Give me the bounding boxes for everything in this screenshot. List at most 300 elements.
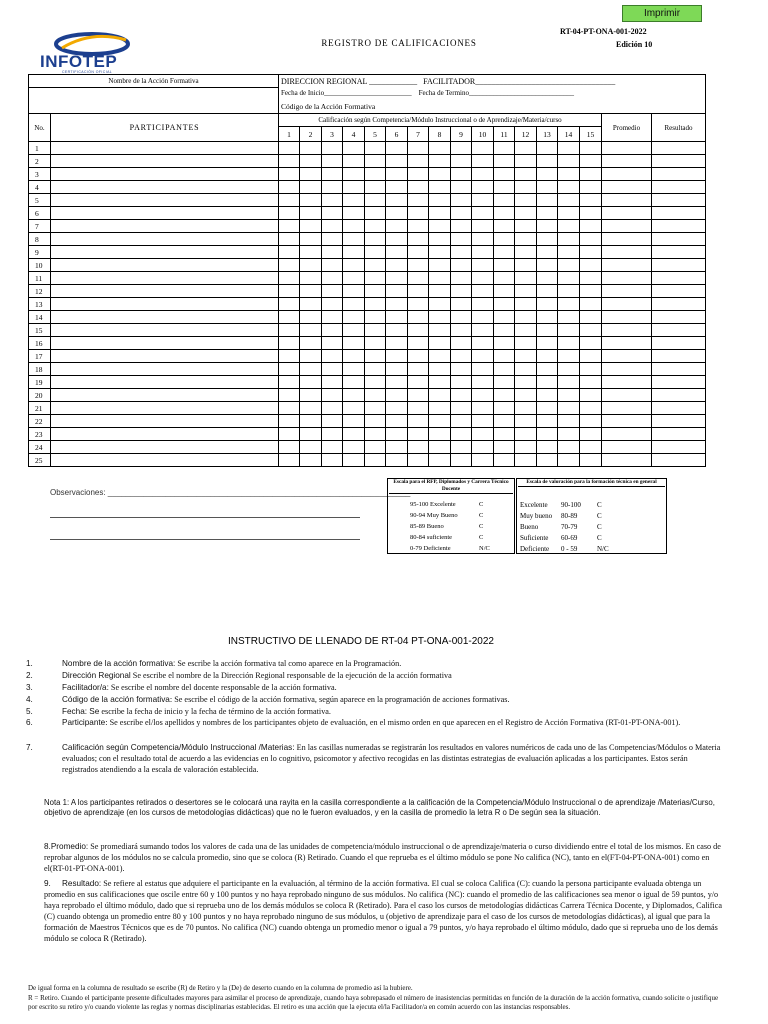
grade-cell[interactable]	[386, 441, 408, 454]
grade-cell[interactable]	[537, 389, 558, 402]
grade-cell[interactable]	[386, 285, 408, 298]
participant-cell[interactable]	[51, 246, 279, 259]
grade-cell[interactable]	[451, 389, 472, 402]
grade-cell[interactable]	[494, 454, 515, 467]
grade-cell[interactable]	[494, 272, 515, 285]
grade-cell[interactable]	[472, 376, 494, 389]
grade-cell[interactable]	[408, 454, 429, 467]
grade-cell[interactable]	[322, 389, 343, 402]
grade-cell[interactable]	[300, 428, 322, 441]
grade-cell[interactable]	[365, 272, 386, 285]
grade-cell[interactable]	[451, 233, 472, 246]
grade-cell[interactable]	[580, 441, 602, 454]
grade-cell[interactable]	[386, 233, 408, 246]
grade-cell[interactable]	[322, 415, 343, 428]
grade-cell[interactable]	[365, 363, 386, 376]
result-cell[interactable]	[652, 259, 706, 272]
grade-cell[interactable]	[322, 220, 343, 233]
grade-cell[interactable]	[408, 363, 429, 376]
grade-cell[interactable]	[494, 376, 515, 389]
grade-cell[interactable]	[279, 246, 300, 259]
result-cell[interactable]	[652, 181, 706, 194]
grade-cell[interactable]	[279, 194, 300, 207]
grade-cell[interactable]	[558, 350, 580, 363]
grade-cell[interactable]	[494, 311, 515, 324]
grade-cell[interactable]	[515, 272, 537, 285]
participant-cell[interactable]	[51, 272, 279, 285]
grade-cell[interactable]	[300, 376, 322, 389]
grade-cell[interactable]	[451, 363, 472, 376]
grade-cell[interactable]	[343, 194, 365, 207]
grade-cell[interactable]	[408, 389, 429, 402]
grade-cell[interactable]	[558, 402, 580, 415]
grade-cell[interactable]	[322, 350, 343, 363]
grade-cell[interactable]	[558, 168, 580, 181]
participant-cell[interactable]	[51, 220, 279, 233]
average-cell[interactable]	[602, 363, 652, 376]
grade-cell[interactable]	[279, 233, 300, 246]
grade-cell[interactable]	[279, 350, 300, 363]
grade-cell[interactable]	[515, 142, 537, 155]
grade-cell[interactable]	[558, 181, 580, 194]
grade-cell[interactable]	[472, 441, 494, 454]
result-cell[interactable]	[652, 337, 706, 350]
grade-cell[interactable]	[451, 428, 472, 441]
grade-cell[interactable]	[365, 142, 386, 155]
grade-cell[interactable]	[429, 168, 451, 181]
grade-cell[interactable]	[494, 285, 515, 298]
grade-cell[interactable]	[558, 194, 580, 207]
participant-cell[interactable]	[51, 389, 279, 402]
grade-cell[interactable]	[558, 337, 580, 350]
grade-cell[interactable]	[408, 324, 429, 337]
grade-cell[interactable]	[408, 402, 429, 415]
grade-cell[interactable]	[343, 454, 365, 467]
grade-cell[interactable]	[300, 259, 322, 272]
grade-cell[interactable]	[580, 233, 602, 246]
grade-cell[interactable]	[300, 272, 322, 285]
result-cell[interactable]	[652, 285, 706, 298]
grade-cell[interactable]	[343, 324, 365, 337]
grade-cell[interactable]	[537, 324, 558, 337]
grade-cell[interactable]	[472, 337, 494, 350]
average-cell[interactable]	[602, 220, 652, 233]
grade-cell[interactable]	[322, 155, 343, 168]
grade-cell[interactable]	[408, 220, 429, 233]
participant-cell[interactable]	[51, 168, 279, 181]
grade-cell[interactable]	[515, 181, 537, 194]
grade-cell[interactable]	[365, 259, 386, 272]
grade-cell[interactable]	[537, 428, 558, 441]
grade-cell[interactable]	[343, 233, 365, 246]
grade-cell[interactable]	[386, 415, 408, 428]
grade-cell[interactable]	[494, 168, 515, 181]
grade-cell[interactable]	[429, 376, 451, 389]
grade-cell[interactable]	[279, 441, 300, 454]
grade-cell[interactable]	[386, 298, 408, 311]
grade-cell[interactable]	[365, 402, 386, 415]
grade-cell[interactable]	[322, 246, 343, 259]
grade-cell[interactable]	[472, 246, 494, 259]
grade-cell[interactable]	[472, 324, 494, 337]
grade-cell[interactable]	[429, 220, 451, 233]
grade-cell[interactable]	[494, 363, 515, 376]
grade-cell[interactable]	[300, 324, 322, 337]
grade-cell[interactable]	[408, 233, 429, 246]
grade-cell[interactable]	[343, 142, 365, 155]
grade-cell[interactable]	[494, 259, 515, 272]
grade-cell[interactable]	[537, 363, 558, 376]
grade-cell[interactable]	[494, 402, 515, 415]
grade-cell[interactable]	[343, 376, 365, 389]
grade-cell[interactable]	[580, 337, 602, 350]
result-cell[interactable]	[652, 207, 706, 220]
average-cell[interactable]	[602, 142, 652, 155]
grade-cell[interactable]	[451, 298, 472, 311]
grade-cell[interactable]	[343, 272, 365, 285]
grade-cell[interactable]	[322, 259, 343, 272]
grade-cell[interactable]	[580, 402, 602, 415]
grade-cell[interactable]	[537, 441, 558, 454]
grade-cell[interactable]	[515, 233, 537, 246]
grade-cell[interactable]	[558, 233, 580, 246]
grade-cell[interactable]	[300, 155, 322, 168]
grade-cell[interactable]	[386, 389, 408, 402]
grade-cell[interactable]	[322, 181, 343, 194]
result-cell[interactable]	[652, 350, 706, 363]
grade-cell[interactable]	[494, 441, 515, 454]
grade-cell[interactable]	[300, 415, 322, 428]
grade-cell[interactable]	[451, 207, 472, 220]
grade-cell[interactable]	[386, 272, 408, 285]
observations-line[interactable]	[50, 517, 360, 518]
grade-cell[interactable]	[537, 142, 558, 155]
grade-cell[interactable]	[279, 311, 300, 324]
grade-cell[interactable]	[365, 415, 386, 428]
average-cell[interactable]	[602, 272, 652, 285]
grade-cell[interactable]	[429, 194, 451, 207]
grade-cell[interactable]	[343, 428, 365, 441]
grade-cell[interactable]	[537, 155, 558, 168]
participant-cell[interactable]	[51, 454, 279, 467]
result-cell[interactable]	[652, 233, 706, 246]
grade-cell[interactable]	[365, 311, 386, 324]
result-cell[interactable]	[652, 324, 706, 337]
participant-cell[interactable]	[51, 233, 279, 246]
result-cell[interactable]	[652, 454, 706, 467]
grade-cell[interactable]	[494, 220, 515, 233]
grade-cell[interactable]	[429, 441, 451, 454]
grade-cell[interactable]	[408, 207, 429, 220]
average-cell[interactable]	[602, 402, 652, 415]
grade-cell[interactable]	[537, 350, 558, 363]
grade-cell[interactable]	[365, 285, 386, 298]
grade-cell[interactable]	[408, 415, 429, 428]
grade-cell[interactable]	[451, 454, 472, 467]
grade-cell[interactable]	[300, 311, 322, 324]
grade-cell[interactable]	[558, 311, 580, 324]
grade-cell[interactable]	[279, 220, 300, 233]
grade-cell[interactable]	[429, 389, 451, 402]
grade-cell[interactable]	[558, 259, 580, 272]
action-name-field[interactable]	[29, 88, 279, 114]
result-cell[interactable]	[652, 311, 706, 324]
grade-cell[interactable]	[558, 376, 580, 389]
grade-cell[interactable]	[429, 363, 451, 376]
grade-cell[interactable]	[472, 454, 494, 467]
grade-cell[interactable]	[408, 285, 429, 298]
grade-cell[interactable]	[472, 285, 494, 298]
grade-cell[interactable]	[558, 415, 580, 428]
grade-cell[interactable]	[515, 376, 537, 389]
grade-cell[interactable]	[472, 194, 494, 207]
grade-cell[interactable]	[451, 402, 472, 415]
grade-cell[interactable]	[558, 298, 580, 311]
grade-cell[interactable]	[472, 181, 494, 194]
grade-cell[interactable]	[537, 259, 558, 272]
grade-cell[interactable]	[429, 259, 451, 272]
grade-cell[interactable]	[472, 389, 494, 402]
grade-cell[interactable]	[300, 220, 322, 233]
grade-cell[interactable]	[343, 220, 365, 233]
grade-cell[interactable]	[515, 350, 537, 363]
grade-cell[interactable]	[451, 220, 472, 233]
grade-cell[interactable]	[537, 233, 558, 246]
grade-cell[interactable]	[279, 285, 300, 298]
grade-cell[interactable]	[558, 389, 580, 402]
grade-cell[interactable]	[408, 181, 429, 194]
grade-cell[interactable]	[343, 246, 365, 259]
observations-line[interactable]	[50, 539, 360, 540]
grade-cell[interactable]	[343, 298, 365, 311]
grade-cell[interactable]	[386, 246, 408, 259]
grade-cell[interactable]	[429, 285, 451, 298]
grade-cell[interactable]	[386, 402, 408, 415]
grade-cell[interactable]	[300, 233, 322, 246]
grade-cell[interactable]	[515, 428, 537, 441]
participant-cell[interactable]	[51, 259, 279, 272]
grade-cell[interactable]	[494, 233, 515, 246]
grade-cell[interactable]	[429, 454, 451, 467]
grade-cell[interactable]	[451, 350, 472, 363]
grade-cell[interactable]	[365, 337, 386, 350]
print-button[interactable]: Imprimir	[622, 5, 702, 22]
grade-cell[interactable]	[451, 376, 472, 389]
grade-cell[interactable]	[300, 181, 322, 194]
grade-cell[interactable]	[580, 454, 602, 467]
result-cell[interactable]	[652, 389, 706, 402]
grade-cell[interactable]	[494, 194, 515, 207]
grade-cell[interactable]	[408, 168, 429, 181]
grade-cell[interactable]	[408, 441, 429, 454]
grade-cell[interactable]	[386, 142, 408, 155]
grade-cell[interactable]	[365, 220, 386, 233]
grade-cell[interactable]	[537, 272, 558, 285]
grade-cell[interactable]	[343, 155, 365, 168]
grade-cell[interactable]	[429, 207, 451, 220]
grade-cell[interactable]	[515, 402, 537, 415]
participant-cell[interactable]	[51, 324, 279, 337]
grade-cell[interactable]	[472, 155, 494, 168]
grade-cell[interactable]	[279, 272, 300, 285]
participant-cell[interactable]	[51, 350, 279, 363]
grade-cell[interactable]	[322, 324, 343, 337]
grade-cell[interactable]	[580, 285, 602, 298]
average-cell[interactable]	[602, 194, 652, 207]
participant-cell[interactable]	[51, 207, 279, 220]
grade-cell[interactable]	[322, 454, 343, 467]
grade-cell[interactable]	[451, 441, 472, 454]
grade-cell[interactable]	[515, 415, 537, 428]
grade-cell[interactable]	[322, 142, 343, 155]
grade-cell[interactable]	[472, 311, 494, 324]
grade-cell[interactable]	[515, 168, 537, 181]
grade-cell[interactable]	[472, 298, 494, 311]
grade-cell[interactable]	[279, 454, 300, 467]
grade-cell[interactable]	[279, 402, 300, 415]
grade-cell[interactable]	[558, 324, 580, 337]
grade-cell[interactable]	[322, 207, 343, 220]
grade-cell[interactable]	[515, 363, 537, 376]
grade-cell[interactable]	[451, 246, 472, 259]
average-cell[interactable]	[602, 155, 652, 168]
grade-cell[interactable]	[365, 246, 386, 259]
grade-cell[interactable]	[494, 324, 515, 337]
grade-cell[interactable]	[300, 246, 322, 259]
grade-cell[interactable]	[300, 142, 322, 155]
grade-cell[interactable]	[558, 220, 580, 233]
average-cell[interactable]	[602, 350, 652, 363]
grade-cell[interactable]	[429, 155, 451, 168]
grade-cell[interactable]	[343, 207, 365, 220]
grade-cell[interactable]	[472, 402, 494, 415]
grade-cell[interactable]	[343, 337, 365, 350]
average-cell[interactable]	[602, 285, 652, 298]
grade-cell[interactable]	[580, 194, 602, 207]
grade-cell[interactable]	[279, 155, 300, 168]
grade-cell[interactable]	[472, 272, 494, 285]
grade-cell[interactable]	[343, 402, 365, 415]
grade-cell[interactable]	[408, 155, 429, 168]
grade-cell[interactable]	[386, 376, 408, 389]
grade-cell[interactable]	[494, 155, 515, 168]
grade-cell[interactable]	[558, 285, 580, 298]
grade-cell[interactable]	[515, 194, 537, 207]
participant-cell[interactable]	[51, 402, 279, 415]
grade-cell[interactable]	[408, 337, 429, 350]
grade-cell[interactable]	[537, 246, 558, 259]
grade-cell[interactable]	[279, 428, 300, 441]
grade-cell[interactable]	[494, 298, 515, 311]
grade-cell[interactable]	[515, 298, 537, 311]
grade-cell[interactable]	[279, 168, 300, 181]
average-cell[interactable]	[602, 181, 652, 194]
grade-cell[interactable]	[472, 168, 494, 181]
grade-cell[interactable]	[300, 441, 322, 454]
average-cell[interactable]	[602, 415, 652, 428]
result-cell[interactable]	[652, 142, 706, 155]
grade-cell[interactable]	[322, 441, 343, 454]
grade-cell[interactable]	[451, 168, 472, 181]
grade-cell[interactable]	[472, 233, 494, 246]
grade-cell[interactable]	[494, 181, 515, 194]
grade-cell[interactable]	[558, 363, 580, 376]
grade-cell[interactable]	[580, 168, 602, 181]
grade-cell[interactable]	[580, 181, 602, 194]
grade-cell[interactable]	[537, 311, 558, 324]
grade-cell[interactable]	[343, 181, 365, 194]
grade-cell[interactable]	[537, 168, 558, 181]
grade-cell[interactable]	[429, 324, 451, 337]
result-cell[interactable]	[652, 155, 706, 168]
grade-cell[interactable]	[537, 402, 558, 415]
grade-cell[interactable]	[300, 337, 322, 350]
grade-cell[interactable]	[472, 142, 494, 155]
grade-cell[interactable]	[515, 259, 537, 272]
participant-cell[interactable]	[51, 285, 279, 298]
grade-cell[interactable]	[451, 194, 472, 207]
grade-cell[interactable]	[451, 324, 472, 337]
grade-cell[interactable]	[279, 142, 300, 155]
grade-cell[interactable]	[558, 428, 580, 441]
grade-cell[interactable]	[580, 246, 602, 259]
grade-cell[interactable]	[386, 155, 408, 168]
grade-cell[interactable]	[515, 337, 537, 350]
grade-cell[interactable]	[408, 298, 429, 311]
grade-cell[interactable]	[515, 207, 537, 220]
grade-cell[interactable]	[343, 389, 365, 402]
grade-cell[interactable]	[386, 337, 408, 350]
grade-cell[interactable]	[365, 194, 386, 207]
grade-cell[interactable]	[580, 298, 602, 311]
grade-cell[interactable]	[343, 285, 365, 298]
grade-cell[interactable]	[343, 350, 365, 363]
participant-cell[interactable]	[51, 181, 279, 194]
grade-cell[interactable]	[386, 168, 408, 181]
grade-cell[interactable]	[580, 259, 602, 272]
grade-cell[interactable]	[558, 441, 580, 454]
grade-cell[interactable]	[408, 311, 429, 324]
grade-cell[interactable]	[580, 311, 602, 324]
grade-cell[interactable]	[429, 428, 451, 441]
grade-cell[interactable]	[580, 350, 602, 363]
grade-cell[interactable]	[343, 363, 365, 376]
average-cell[interactable]	[602, 246, 652, 259]
grade-cell[interactable]	[365, 181, 386, 194]
grade-cell[interactable]	[300, 389, 322, 402]
participant-cell[interactable]	[51, 142, 279, 155]
grade-cell[interactable]	[365, 428, 386, 441]
grade-cell[interactable]	[494, 428, 515, 441]
grade-cell[interactable]	[365, 324, 386, 337]
grade-cell[interactable]	[279, 376, 300, 389]
action-code-label[interactable]: Código de la Acción Formativa	[279, 99, 706, 113]
grade-cell[interactable]	[429, 181, 451, 194]
grade-cell[interactable]	[322, 233, 343, 246]
grade-cell[interactable]	[451, 415, 472, 428]
grade-cell[interactable]	[515, 246, 537, 259]
grade-cell[interactable]	[580, 155, 602, 168]
grade-cell[interactable]	[537, 454, 558, 467]
grade-cell[interactable]	[451, 181, 472, 194]
grade-cell[interactable]	[451, 259, 472, 272]
grade-cell[interactable]	[386, 259, 408, 272]
participant-cell[interactable]	[51, 441, 279, 454]
grade-cell[interactable]	[580, 363, 602, 376]
grade-cell[interactable]	[408, 142, 429, 155]
grade-cell[interactable]	[580, 428, 602, 441]
grade-cell[interactable]	[494, 350, 515, 363]
